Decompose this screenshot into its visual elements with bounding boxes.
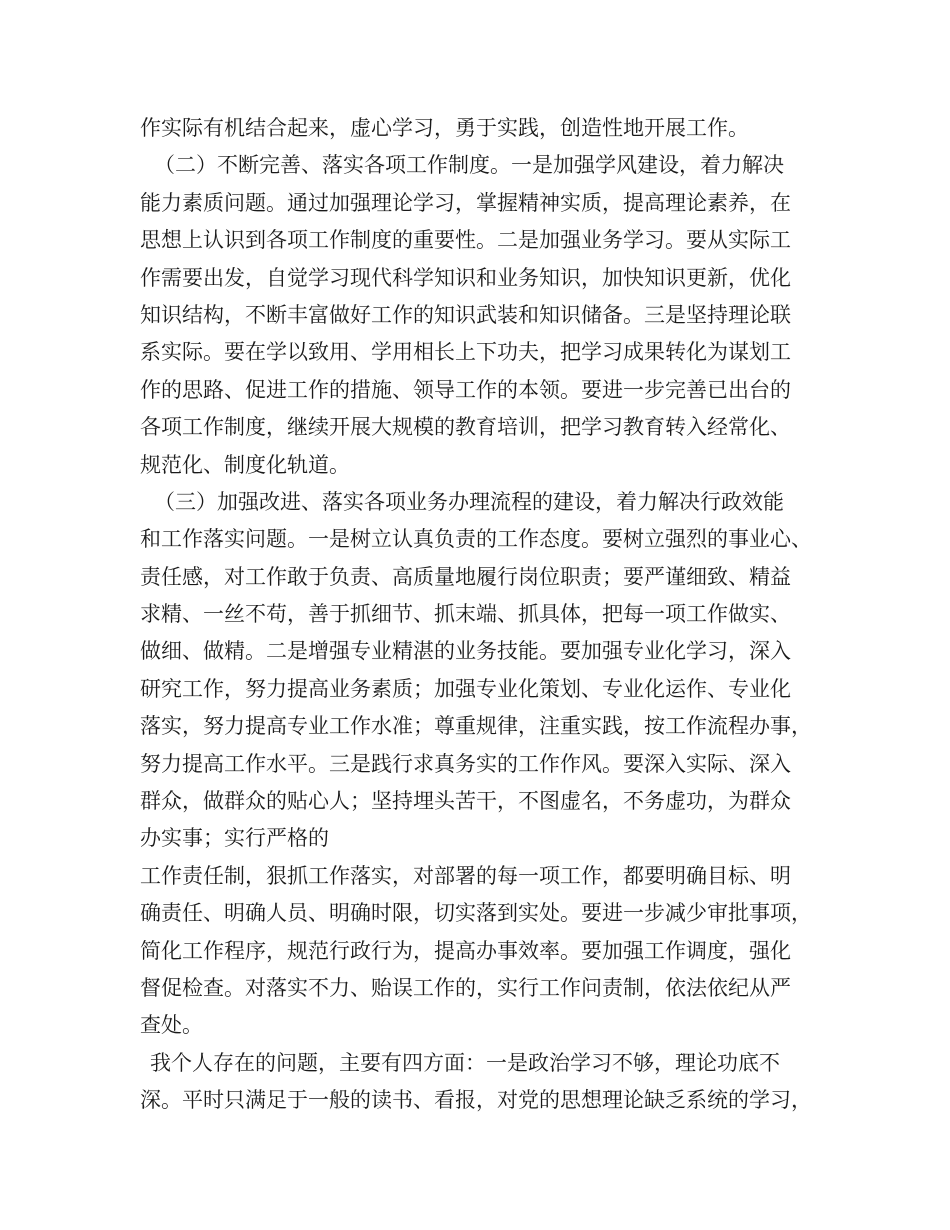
text-line: 确责任、明确人员、明确时限，切实落到实处。要进一步减少审批事项，: [140, 901, 812, 926]
document-body: [140, 110, 820, 1120]
text-line: 系实际。要在学以致用、学用相长上下功夫，把学习成果转化为谋划工: [140, 340, 791, 365]
text-line: （三）加强改进、落实各项业务办理流程的建设，着力解决行政效能: [154, 489, 784, 514]
text-line: 努力提高工作水平。三是践行求真务实的工作作风。要深入实际、深入: [140, 751, 791, 776]
text-line: 求精、一丝不苟，善于抓细节、抓末端、抓具体，把每一项工作做实、: [140, 602, 791, 627]
text-line: 工作责任制，狠抓工作落实，对部署的每一项工作，都要明确目标、明: [140, 863, 791, 888]
text-line: 办实事；实行严格的: [140, 826, 329, 851]
text-line: 研究工作，努力提高业务素质；加强专业化策划、专业化运作、专业化: [140, 676, 791, 701]
text-line: 深。平时只满足于一般的读书、看报，对党的思想理论缺乏系统的学习，: [140, 1088, 812, 1113]
text-line: 知识结构，不断丰富做好工作的知识武装和知识储备。三是坚持理论联: [140, 302, 791, 327]
text-line: （二）不断完善、落实各项工作制度。一是加强学风建设，着力解决: [154, 153, 784, 178]
text-line: 做细、做精。二是增强专业精湛的业务技能。要加强专业化学习，深入: [140, 639, 791, 664]
text-line: 群众，做群众的贴心人；坚持埋头苦干，不图虚名，不务虚功，为群众: [140, 789, 791, 814]
text-line: 督促检查。对落实不力、贻误工作的，实行工作问责制，依法依纪从严: [140, 975, 791, 1000]
text-line: 和工作落实问题。一是树立认真负责的工作态度。要树立强烈的事业心、: [140, 527, 812, 552]
text-line: 规范化、制度化轨道。: [140, 452, 350, 477]
text-line: 查处。: [140, 1013, 203, 1038]
text-line: 各项工作制度，继续开展大规模的教育培训，把学习教育转入经常化、: [140, 415, 791, 440]
text-line: 落实，努力提高专业工作水准；尊重规律，注重实践，按工作流程办事，: [140, 714, 812, 739]
text-line: 责任感，对工作敢于负责、高质量地履行岗位职责；要严谨细致、精益: [140, 564, 791, 589]
text-line: 能力素质问题。通过加强理论学习，掌握精神实质，提高理论素养，在: [140, 190, 791, 215]
text-line: 我个人存在的问题，主要有四方面：一是政治学习不够，理论功底不: [150, 1050, 780, 1075]
text-line: 作的思路、促进工作的措施、领导工作的本领。要进一步完善已出台的: [140, 377, 791, 402]
text-line: 思想上认识到各项工作制度的重要性。二是加强业务学习。要从实际工: [140, 228, 791, 253]
text-line: 作需要出发，自觉学习现代科学知识和业务知识，加快知识更新，优化: [140, 265, 791, 290]
text-line: 简化工作程序，规范行政行为，提高办事效率。要加强工作调度，强化: [140, 938, 791, 963]
text-line: 作实际有机结合起来，虚心学习，勇于实践，创造性地开展工作。: [140, 116, 749, 140]
